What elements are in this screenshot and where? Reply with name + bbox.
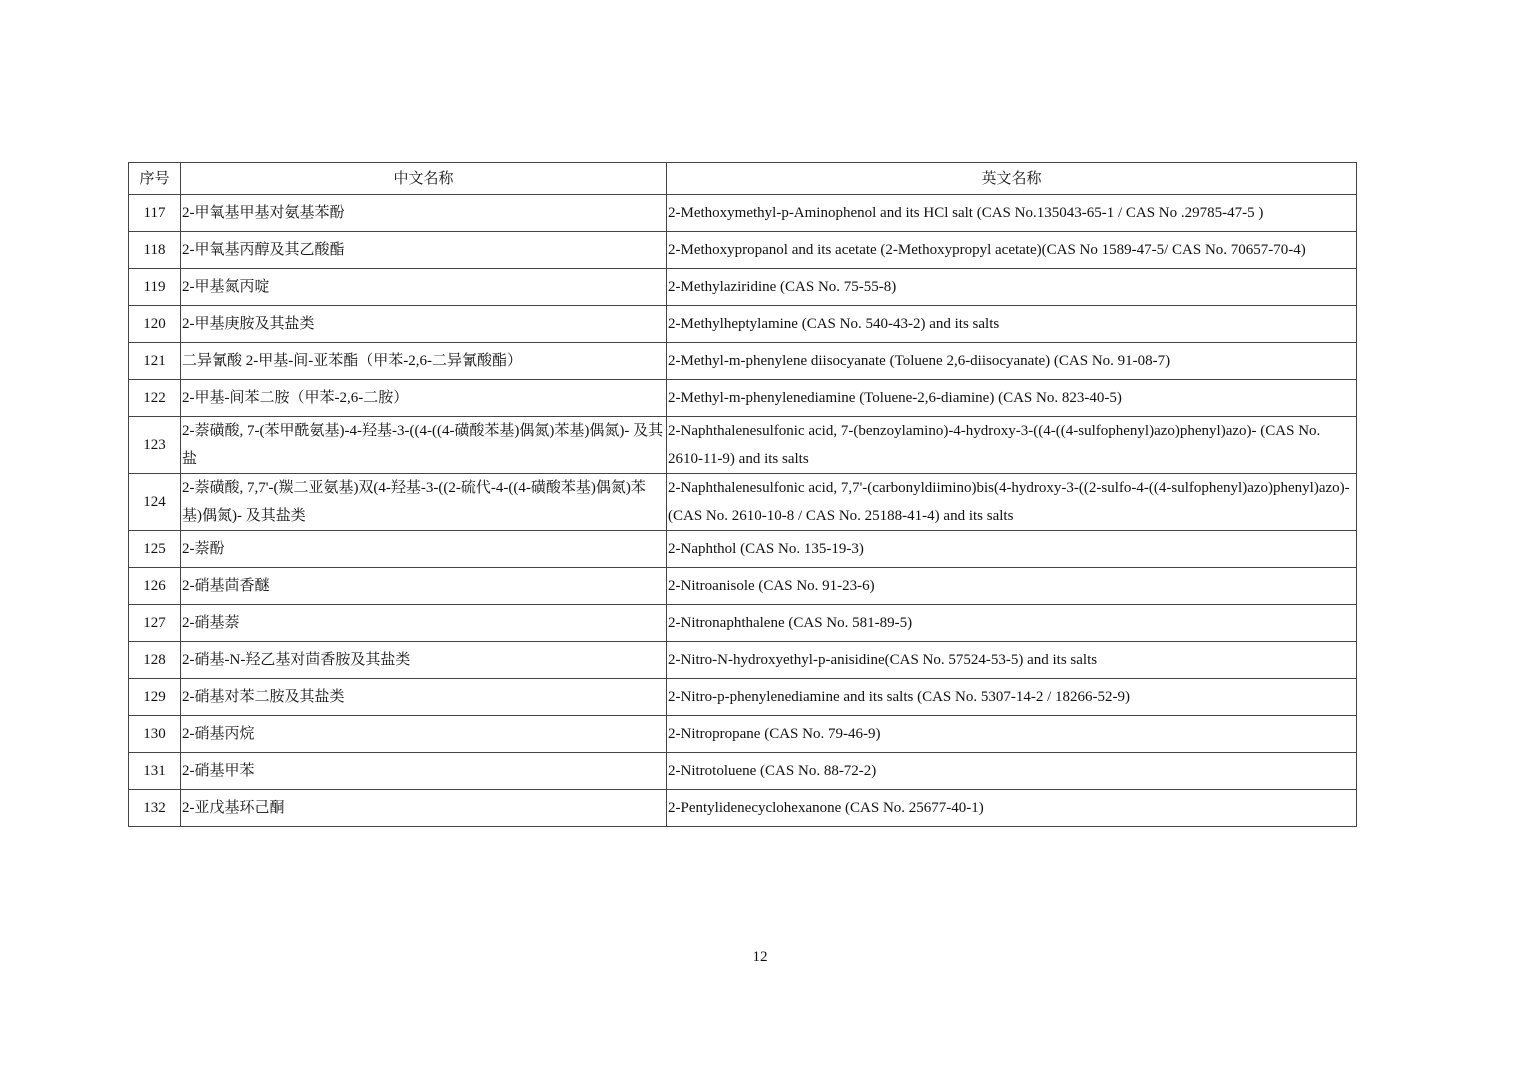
serial-number-cell: 130	[129, 716, 181, 753]
english-name-cell: 2-Methoxymethyl-p-Aminophenol and its HCl salt (CAS No.135043-65-1 / CAS No .29785-47-5 )	[667, 195, 1357, 232]
chinese-name-cell: 2-硝基甲苯	[181, 753, 667, 790]
english-name-cell: 2-Naphthol (CAS No. 135-19-3)	[667, 531, 1357, 568]
chinese-name-cell: 2-萘酚	[181, 531, 667, 568]
english-name-cell: 2-Methoxypropanol and its acetate (2-Methoxypropyl acetate)(CAS No 1589-47-5/ CAS No. 70657-70-4)	[667, 232, 1357, 269]
table-row	[129, 679, 1357, 716]
chinese-name-cell: 2-甲氧基丙醇及其乙酸酯	[181, 232, 667, 269]
chinese-name-cell: 2-萘磺酸, 7,7'-(羰二亚氨基)双(4-羟基-3-((2-硫代-4-((4-磺酸苯基)偶氮)苯基)偶氮)- 及其盐类	[181, 474, 667, 531]
table-row	[129, 568, 1357, 605]
english-name-cell: 2-Nitropropane (CAS No. 79-46-9)	[667, 716, 1357, 753]
serial-number-cell: 129	[129, 679, 181, 716]
english-name-cell: 2-Methylheptylamine (CAS No. 540-43-2) and its salts	[667, 306, 1357, 343]
serial-number-cell: 119	[129, 269, 181, 306]
english-name-cell: 2-Nitronaphthalene (CAS No. 581-89-5)	[667, 605, 1357, 642]
english-name-cell: 2-Nitrotoluene (CAS No. 88-72-2)	[667, 753, 1357, 790]
english-name-cell: 2-Methylaziridine (CAS No. 75-55-8)	[667, 269, 1357, 306]
serial-number-cell: 126	[129, 568, 181, 605]
serial-number-cell: 124	[129, 474, 181, 531]
table-row	[129, 380, 1357, 417]
serial-number-cell: 117	[129, 195, 181, 232]
chinese-name-cell: 2-萘磺酸, 7-(苯甲酰氨基)-4-羟基-3-((4-((4-磺酸苯基)偶氮)苯基)偶氮)- 及其盐	[181, 417, 667, 474]
serial-number-cell: 122	[129, 380, 181, 417]
english-name-cell: 2-Nitro-p-phenylenediamine and its salts (CAS No. 5307-14-2 / 18266-52-9)	[667, 679, 1357, 716]
chinese-name-cell: 2-硝基丙烷	[181, 716, 667, 753]
chinese-name-cell: 二异氰酸 2-甲基-间-亚苯酯（甲苯-2,6-二异氰酸酯）	[181, 343, 667, 380]
chinese-name-cell: 2-硝基茴香醚	[181, 568, 667, 605]
table-header	[129, 163, 1357, 195]
chinese-name-cell: 2-硝基对苯二胺及其盐类	[181, 679, 667, 716]
table-row	[129, 343, 1357, 380]
table-row	[129, 605, 1357, 642]
table-row	[129, 269, 1357, 306]
header-row	[129, 163, 1357, 195]
header-english-name: 英文名称	[667, 163, 1357, 195]
english-name-cell: 2-Nitroanisole (CAS No. 91-23-6)	[667, 568, 1357, 605]
table-body	[129, 195, 1357, 827]
table-row	[129, 417, 1357, 474]
header-serial-number: 序号	[129, 163, 181, 195]
page-number: 12	[752, 949, 768, 965]
chinese-name-cell: 2-硝基萘	[181, 605, 667, 642]
table-row	[129, 642, 1357, 679]
serial-number-cell: 131	[129, 753, 181, 790]
english-name-cell: 2-Methyl-m-phenylene diisocyanate (Toluene 2,6-diisocyanate) (CAS No. 91-08-7)	[667, 343, 1357, 380]
substance-table	[128, 162, 1357, 827]
english-name-cell: 2-Nitro-N-hydroxyethyl-p-anisidine(CAS No. 57524-53-5) and its salts	[667, 642, 1357, 679]
serial-number-cell: 118	[129, 232, 181, 269]
table-row	[129, 753, 1357, 790]
chinese-name-cell: 2-甲基-间苯二胺（甲苯-2,6-二胺）	[181, 380, 667, 417]
table-row	[129, 232, 1357, 269]
table-row	[129, 531, 1357, 568]
table-row	[129, 195, 1357, 232]
serial-number-cell: 127	[129, 605, 181, 642]
header-chinese-name: 中文名称	[181, 163, 667, 195]
english-name-cell: 2-Methyl-m-phenylenediamine (Toluene-2,6-diamine) (CAS No. 823-40-5)	[667, 380, 1357, 417]
chinese-name-cell: 2-硝基-N-羟乙基对茴香胺及其盐类	[181, 642, 667, 679]
english-name-cell: 2-Pentylidenecyclohexanone (CAS No. 25677-40-1)	[667, 790, 1357, 827]
table-row	[129, 474, 1357, 531]
table-row	[129, 716, 1357, 753]
serial-number-cell: 132	[129, 790, 181, 827]
serial-number-cell: 123	[129, 417, 181, 474]
table-row	[129, 790, 1357, 827]
chinese-name-cell: 2-甲基庚胺及其盐类	[181, 306, 667, 343]
chinese-name-cell: 2-甲氧基甲基对氨基苯酚	[181, 195, 667, 232]
serial-number-cell: 120	[129, 306, 181, 343]
chinese-name-cell: 2-甲基氮丙啶	[181, 269, 667, 306]
serial-number-cell: 125	[129, 531, 181, 568]
serial-number-cell: 121	[129, 343, 181, 380]
chinese-name-cell: 2-亚戊基环己酮	[181, 790, 667, 827]
english-name-cell: 2-Naphthalenesulfonic acid, 7,7'-(carbonyldiimino)bis(4-hydroxy-3-((2-sulfo-4-((4-sulfophenyl)azo)phenyl)azo)-(CAS No. 2610-10-8 / CAS No. 25188-41-4) and its salts	[667, 474, 1357, 531]
table-row	[129, 306, 1357, 343]
english-name-cell: 2-Naphthalenesulfonic acid, 7-(benzoylamino)-4-hydroxy-3-((4-((4-sulfophenyl)azo)phenyl)azo)- (CAS No. 2610-11-9) and its salts	[667, 417, 1357, 474]
serial-number-cell: 128	[129, 642, 181, 679]
